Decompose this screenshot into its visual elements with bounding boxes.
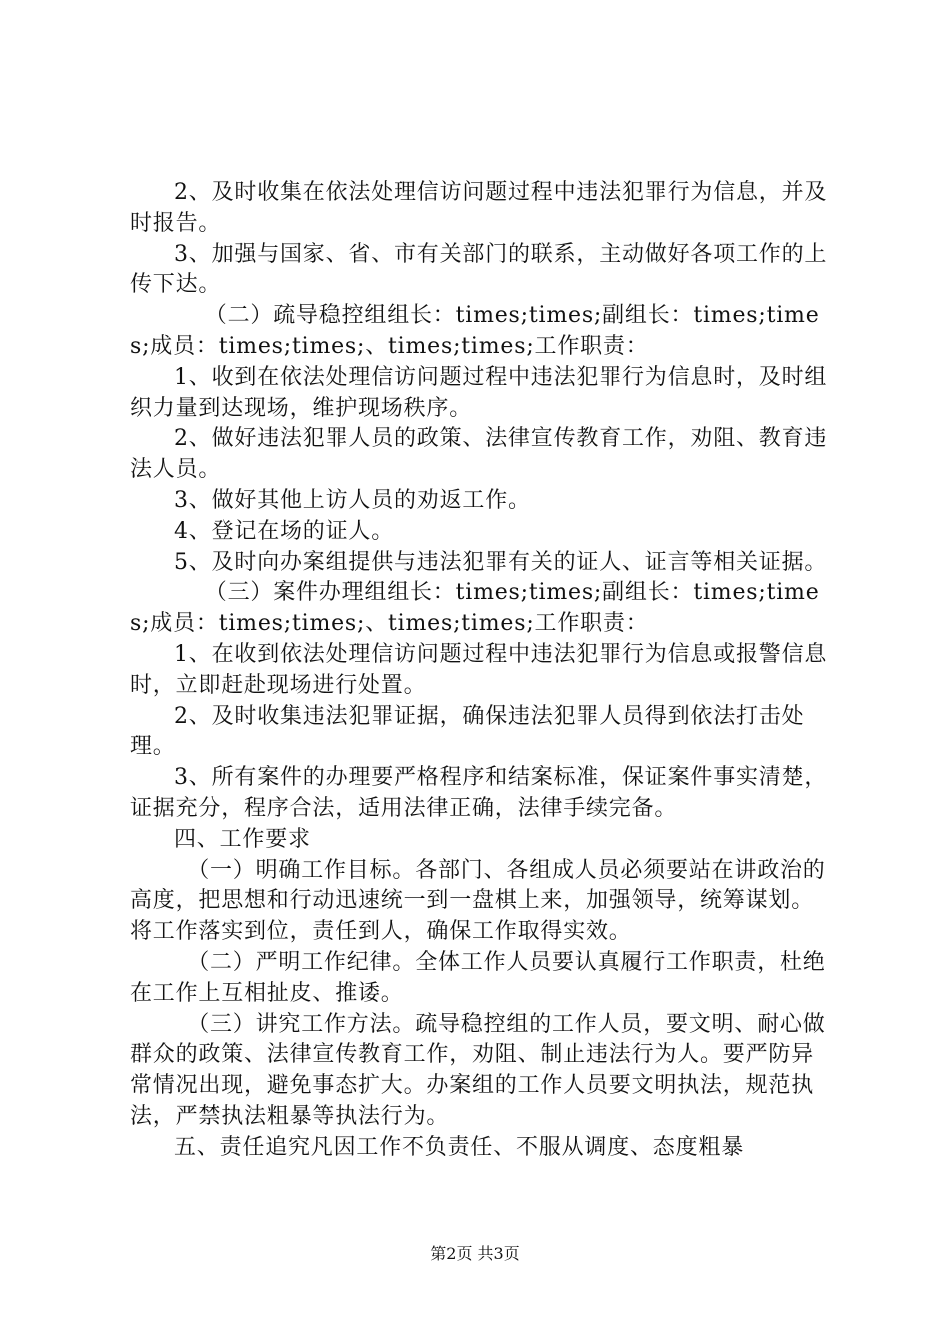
paragraph-shudao-2: 2、做好违法犯罪人员的政策、法律宣传教育工作，劝阻、教育违法人员。: [130, 426, 828, 483]
paragraph-anjian-3: 3、所有案件的办理要严格程序和结案标准，保证案件事实清楚，证据充分，程序合法，适用法律正确，法律手续完备。: [130, 765, 828, 821]
document-body: [130, 178, 830, 1164]
paragraph-anjian-1: 1、在收到依法处理信访问题过程中违法犯罪行为信息或报警信息时，立即赶赴现场进行处置。: [130, 641, 828, 698]
page-footer: [0, 1244, 950, 1264]
paragraph-requirement-3: （三）讲究工作方法。疏导稳控组的工作人员，要文明、耐心做群众的政策、法律宣传教育工作，劝阻、制止违法行为人。要严防异常情况出现，避免事态扩大。办案组的工作人员要文明执法，规范执法，严禁执法粗暴等执法行为。: [130, 1011, 826, 1129]
page-number-label: 第2页 共3页: [430, 1244, 520, 1263]
paragraph-item-3: 3、加强与国家、省、市有关部门的联系，主动做好各项工作的上传下达。: [130, 241, 828, 298]
paragraph-shudao-5: 5、及时向办案组提供与违法犯罪有关的证人、证言等相关证据。: [174, 549, 828, 575]
paragraph-shudao-3: 3、做好其他上访人员的劝返工作。: [174, 487, 531, 513]
paragraph-requirement-1: （一）明确工作目标。各部门、各组成人员必须要站在讲政治的高度，把思想和行动迅速统一到一盘棋上来，加强领导，统筹谋划。将工作落实到位，责任到人，确保工作取得实效。: [130, 857, 826, 945]
paragraph-requirement-2: （二）严明工作纪律。全体工作人员要认真履行工作职责，杜绝在工作上互相扯皮、推诿。: [130, 949, 826, 1006]
section-heading-requirements: 四、工作要求: [174, 826, 311, 852]
section-heading-anjian: （三）案件办理组组长：times;times;副组长：times;times;成员：times;times;、times;times;工作职责：: [130, 580, 820, 637]
paragraph-anjian-2: 2、及时收集违法犯罪证据，确保违法犯罪人员得到依法打击处理。: [130, 703, 805, 760]
section-heading-shudao: （二）疏导稳控组组长：times;times;副组长：times;times;成员：times;times;、times;times;工作职责：: [130, 303, 820, 359]
paragraph-item-2: 2、及时收集在依法处理信访问题过程中违法犯罪行为信息，并及时报告。: [130, 180, 828, 236]
paragraph-shudao-4: 4、登记在场的证人。: [174, 518, 394, 544]
section-heading-accountability: 五、责任追究凡因工作不负责任、不服从调度、态度粗暴: [174, 1134, 745, 1160]
paragraph-shudao-1: 1、收到在依法处理信访问题过程中违法犯罪行为信息时，及时组织力量到达现场，维护现场秩序。: [130, 364, 828, 421]
